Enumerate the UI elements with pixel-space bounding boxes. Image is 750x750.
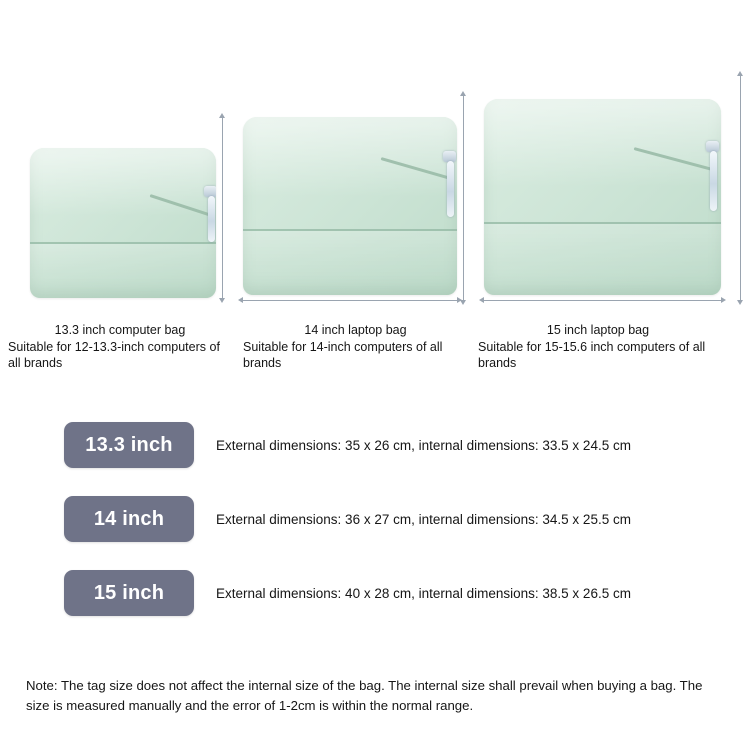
height-guide-15-inch (740, 76, 741, 300)
size-row (0, 482, 750, 556)
size-row (0, 556, 750, 630)
bag-sheen (484, 99, 721, 187)
bag-front-pocket (243, 229, 457, 295)
guide-arrow-left (479, 297, 484, 303)
product-subtitle-15-inch: Suitable for 15-15.6 inch computers of all brands (478, 340, 706, 370)
bag-image-13-3-inch (30, 148, 216, 298)
caption-15-inch (478, 322, 718, 371)
width-guide-15-inch (484, 300, 721, 301)
bag-zipper-pull (710, 151, 717, 211)
product-title-15-inch: 15 inch laptop bag (546, 323, 650, 337)
height-guide-14-inch (463, 96, 464, 300)
size-description-14-inch: External dimensions: 36 x 27 cm, internal dimensions: 34.5 x 25.5 cm (216, 511, 631, 527)
bag-zipper-pull (447, 161, 454, 217)
bag-image-14-inch (243, 117, 457, 295)
footer-note: Note: The tag size does not affect the internal size of the bag. The internal size shall prevail when buying a bag. The size is measured manually and the error of 1-2cm is within the normal range. (26, 678, 703, 713)
product-14-inch (243, 117, 457, 295)
product-subtitle-13-3-inch: Suitable for 12-13.3-inch computers of all brands (8, 340, 220, 370)
bag-front-pocket (30, 242, 216, 298)
size-row (0, 408, 750, 482)
bag-front-pocket (484, 222, 721, 295)
size-badge-13-3-inch: 13.3 inch (64, 422, 194, 468)
bag-zipper-pull (208, 196, 215, 242)
caption-14-inch (243, 322, 468, 371)
guide-arrow-down (737, 300, 743, 305)
size-description-15-inch: External dimensions: 40 x 28 cm, internal dimensions: 38.5 x 26.5 cm (216, 585, 631, 601)
height-guide-13-3-inch (222, 118, 223, 298)
bag-image-15-inch (484, 99, 721, 295)
bag-zipper-line (634, 147, 714, 171)
guide-arrow-right (457, 297, 462, 303)
size-table (0, 408, 750, 630)
bag-zipper-line (150, 194, 210, 216)
product-subtitle-14-inch: Suitable for 14-inch computers of all brands (243, 340, 443, 370)
guide-arrow-up (219, 113, 225, 118)
product-title-14-inch: 14 inch laptop bag (304, 323, 407, 337)
bag-zipper-line (381, 157, 451, 180)
guide-arrow-left (238, 297, 243, 303)
guide-arrow-up (737, 71, 743, 76)
bag-sheen (243, 117, 457, 197)
size-badge-15-inch: 15 inch (64, 570, 194, 616)
guide-arrow-down (219, 298, 225, 303)
product-13-3-inch (30, 148, 216, 298)
product-title-13-3-inch: 13.3 inch computer bag (54, 323, 186, 337)
guide-arrow-right (721, 297, 726, 303)
size-badge-14-inch: 14 inch (64, 496, 194, 542)
caption-13-3-inch (8, 322, 232, 371)
product-15-inch (484, 99, 721, 295)
guide-arrow-up (460, 91, 466, 96)
size-description-13-3-inch: External dimensions: 35 x 26 cm, internal dimensions: 33.5 x 24.5 cm (216, 437, 631, 453)
width-guide-14-inch (243, 300, 457, 301)
